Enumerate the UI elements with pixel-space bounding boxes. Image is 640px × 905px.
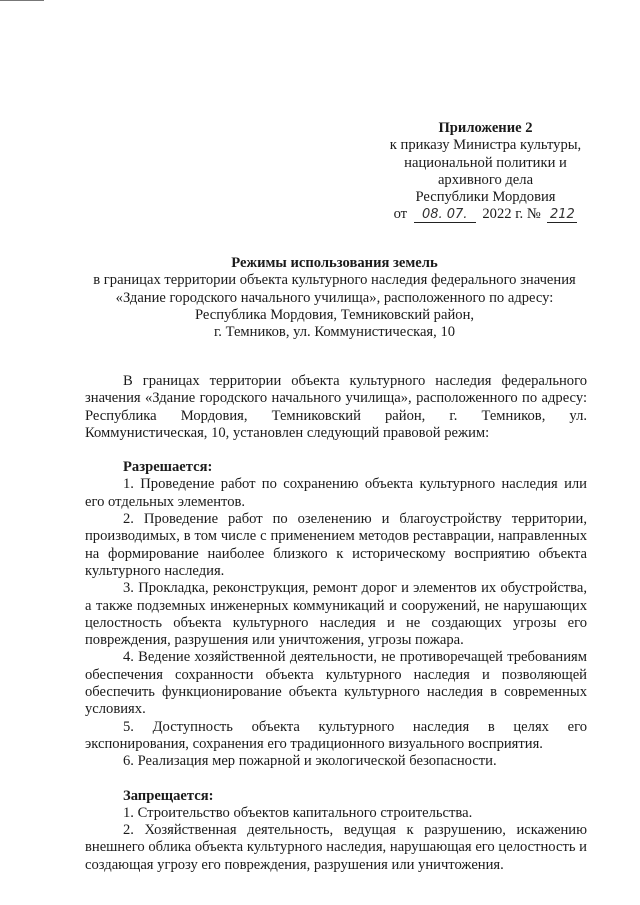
order-date-line <box>358 206 613 223</box>
allowed-item: 1. Проведение работ по сохранению объекта культурного наследия или его отдельных элементов. <box>85 476 587 510</box>
appendix-block <box>358 120 613 224</box>
allowed-item: 2. Проведение работ по озеленению и благоустройству территории, производимых, в том числе с применением методов реставрации, направленных на формирование наиболее близкого к историческому восприятию объекта культурного наследия. <box>85 511 587 579</box>
allowed-item: 6. Реализация мер пожарной и экологической безопасности. <box>123 753 497 770</box>
handwritten-date: 08. 07. <box>414 208 476 223</box>
prohibited-item: 1. Строительство объектов капитального строительства. <box>123 804 473 821</box>
intro-paragraph: В границах территории объекта культурного наследия федерального значения «Здание городского начального училища», расположенного по адресу: Республика Мордовия, Темниковский район, г. Темников, ул. Коммунистическая, 10, установлен следующий правовой режим: <box>85 373 587 441</box>
heading-line: в границах территории объекта культурного наследия федерального значения <box>93 272 576 289</box>
appendix-line: к приказу Министра культуры, <box>389 137 582 154</box>
heading-line: «Здание городского начального училища», расположенного по адресу: <box>115 289 554 306</box>
year-text: 2022 г. № <box>482 206 541 223</box>
appendix-title: Приложение 2 <box>438 120 533 136</box>
appendix-line: архивного дела <box>437 171 534 188</box>
document-heading <box>82 255 587 341</box>
allowed-item: 5. Доступность объекта культурного наследия в целях его экспонирования, сохранения его традиционного визуального восприятия. <box>85 718 587 752</box>
appendix-line: Республики Мордовия <box>415 189 556 206</box>
appendix-line: национальной политики и <box>404 154 567 171</box>
document-body <box>85 373 587 874</box>
allowed-item: 4. Ведение хозяйственной деятельности, не противоречащей требованиям обеспечения сохранности объекта культурного наследия и позволяющей обеспечить функционирование объекта культурного наследия в современных условиях. <box>85 649 587 718</box>
prohibited-item: 2. Хозяйственная деятельность, ведущая к разрушению, искажению внешнего облика объекта культурного наследия, нарушающая его целостность и создающая угрозу его повреждения, разрушения или уничтожения. <box>85 822 587 873</box>
heading-title: Режимы использования земель <box>231 255 438 271</box>
date-prefix: от <box>393 206 408 223</box>
heading-line: Республика Мордовия, Темниковский район, <box>194 306 475 323</box>
allowed-title: Разрешается: <box>123 459 213 476</box>
handwritten-number: 212 <box>547 208 577 223</box>
heading-line: г. Темников, ул. Коммунистическая, 10 <box>213 324 456 341</box>
allowed-item: 3. Прокладка, реконструкция, ремонт дорог и элементов их обустройства, а также подземных инженерных коммуникаций и сооружений, не нарушающих целостность объекта культурного наследия и не создающих угрозы его повреждения, разрушения или уничтожения, угрозы пожара. <box>85 580 587 649</box>
scan-edge-line <box>0 0 44 1</box>
prohibited-title: Запрещается: <box>123 787 214 804</box>
